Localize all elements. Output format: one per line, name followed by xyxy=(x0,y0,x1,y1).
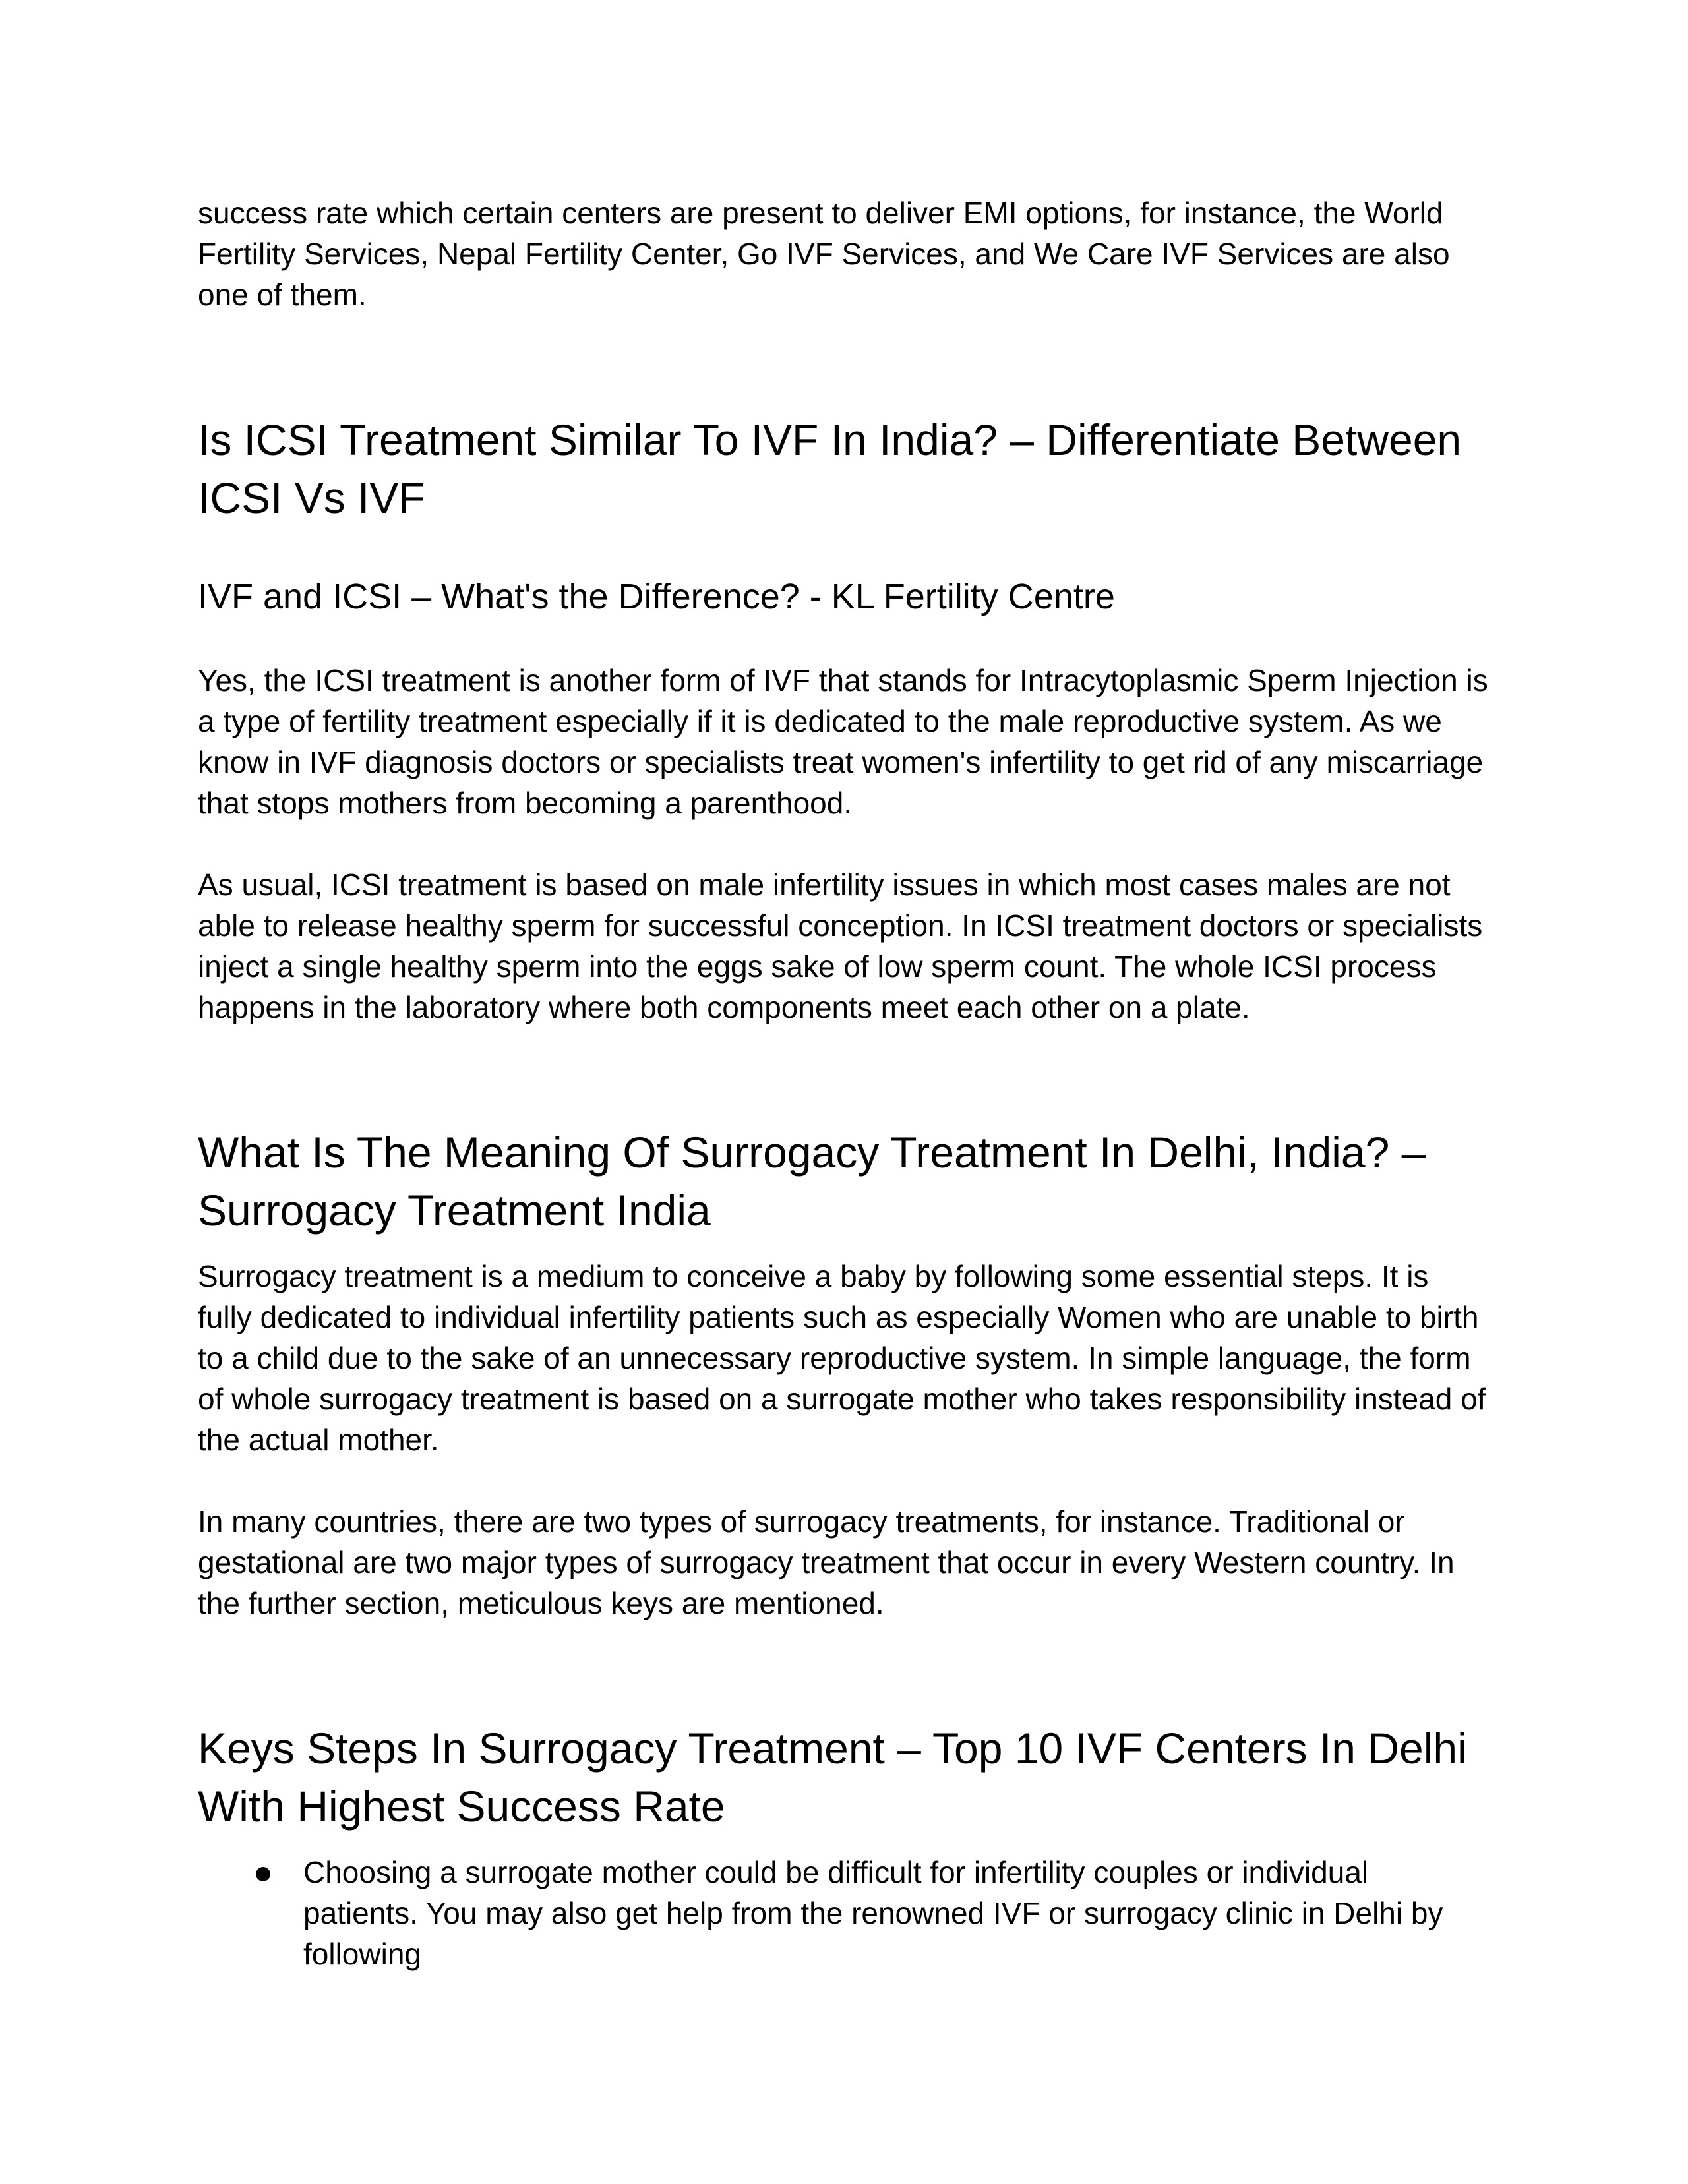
bullet-icon xyxy=(256,1867,270,1881)
section-heading-surrogacy-meaning: What Is The Meaning Of Surrogacy Treatment In Delhi, India? – Surrogacy Treatment India xyxy=(198,1128,1426,1235)
paragraph-icsi-process: As usual, ICSI treatment is based on male infertility issues in which most cases males are not able to release healthy sperm for successful conception. In ICSI treatment doctors or specialists inject a single healthy sperm into the eggs sake of low sperm count. The whole ICSI process happens in the laboratory where both components meet each other on a plate. xyxy=(198,868,1483,1024)
intro-paragraph: success rate which certain centers are present to deliver EMI options, for instance, the World Fertility Services, Nepal Fertility Center, Go IVF Services, and We Care IVF Services are also one of them. xyxy=(198,196,1450,312)
list-item-text: Choosing a surrogate mother could be difficult for infertility couples or individual patients. You may also get help from the renowned IVF or surrogacy clinic in Delhi by following xyxy=(303,1855,1443,1971)
paragraph-icsi-definition: Yes, the ICSI treatment is another form of IVF that stands for Intracytoplasmic Sperm Injection is a type of fertility treatment especially if it is dedicated to the male reproductive system. As we know in IVF diagnosis doctors or specialists treat women's infertility to get rid of any miscarriage that stops mothers from becoming a parenthood. xyxy=(198,663,1488,820)
section-heading-icsi-vs-ivf: Is ICSI Treatment Similar To IVF In India? – Differentiate Between ICSI Vs IVF xyxy=(198,415,1462,522)
paragraph-surrogacy-definition: Surrogacy treatment is a medium to conceive a baby by following some essential steps. It is fully dedicated to individual infertility patients such as especially Women who are unable to birth to a child due to the sake of an unnecessary reproductive system. In simple language, the form of whole surrogacy treatment is based on a surrogate mother who takes responsibility instead of the actual mother. xyxy=(198,1259,1486,1457)
key-steps-list xyxy=(198,1852,1490,1974)
list-item xyxy=(198,1852,1490,1974)
paragraph-surrogacy-types: In many countries, there are two types of surrogacy treatments, for instance. Traditional or gestational are two major types of surrogacy treatment that occur in every Western country. In the further section, meticulous keys are mentioned. xyxy=(198,1504,1455,1620)
section-heading-key-steps: Keys Steps In Surrogacy Treatment – Top 10 IVF Centers In Delhi With Highest Success Rate xyxy=(198,1724,1467,1831)
sub-heading-kl-fertility: IVF and ICSI – What's the Difference? - KL Fertility Centre xyxy=(198,577,1115,616)
